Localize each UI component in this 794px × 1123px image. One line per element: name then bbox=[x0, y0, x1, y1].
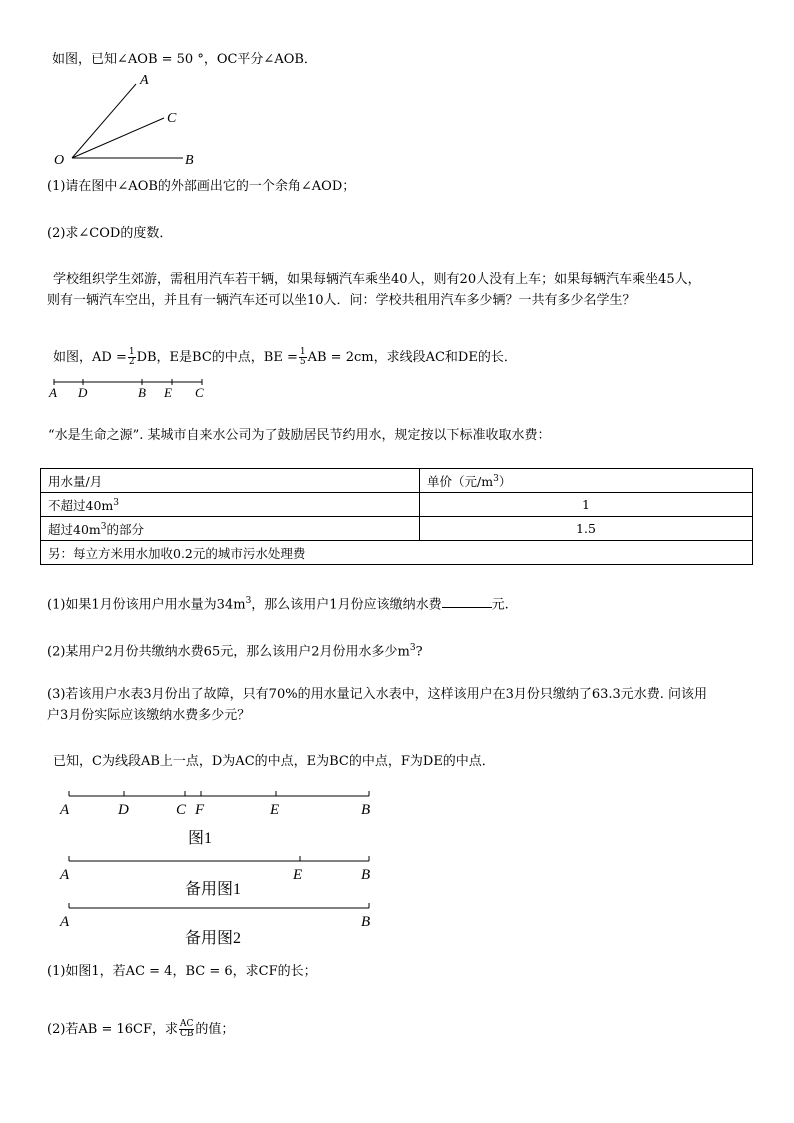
label-a: A bbox=[60, 802, 70, 818]
label-c: C bbox=[195, 385, 204, 400]
label-f: F bbox=[195, 802, 205, 818]
q3-text-2: DB，E是BC的中点，BE = bbox=[136, 350, 298, 365]
q4-part3-line2: 户3月份实际应该缴纳水费多少元？ bbox=[47, 708, 251, 723]
q1-part1: (1)请在图中∠AOB的外部画出它的一个余角∠AOD； bbox=[47, 179, 356, 194]
label-a: A bbox=[60, 914, 70, 930]
label-c: C bbox=[167, 111, 177, 126]
table-row bbox=[41, 493, 753, 517]
segment-figure-1 bbox=[55, 785, 385, 850]
table-cell-usage: 超过$40m^3$的部分 bbox=[41, 517, 420, 541]
q4-part2: (2)某用户2月份共缴纳水费65元，那么该用户2月份用水多少$m^3$? bbox=[47, 643, 423, 660]
label-b: B bbox=[185, 153, 194, 168]
q3-text-3: AB = 2cm，求线段AC和DE的长． bbox=[307, 350, 517, 365]
water-fee-table bbox=[40, 468, 753, 565]
q5-part2: (2)若AB = 16CF，求 $\frac{AC}{CB}$ 的值； bbox=[47, 1019, 235, 1039]
q2-line2: 则有一辆汽车空出，并且有一辆汽车还可以坐10人．问：学校共租用汽车多少辆？一共有多少名学生？ bbox=[47, 293, 636, 308]
answer-blank[interactable] bbox=[442, 595, 492, 608]
fraction-ac-cb: $\frac{AC}{CB}$ bbox=[179, 1019, 194, 1039]
q4-part1: (1)如果1月份该用户用水量为$34m^3$，那么该用户1月份应该缴纳水费 元. bbox=[47, 596, 509, 613]
segment-figure-3 bbox=[55, 897, 385, 949]
q2-line1: 学校组织学生郊游，需租用汽车若干辆，如果每辆汽车乘坐40人，则有20人没有上车；如果每辆汽车乘坐45人， bbox=[53, 272, 701, 287]
q1-part2: (2)求∠COD的度数． bbox=[47, 226, 173, 241]
label-b: B bbox=[361, 914, 371, 930]
table-row bbox=[41, 541, 753, 565]
q1-intro: 如图，已知∠AOB = 50 °，OC平分∠AOB． bbox=[52, 52, 317, 67]
table-row bbox=[41, 469, 753, 493]
label-e: E bbox=[270, 802, 280, 818]
table-cell-price: 1 bbox=[420, 493, 753, 517]
figure-caption: 备用图2 bbox=[185, 930, 242, 947]
figure-caption: 图1 bbox=[188, 830, 213, 847]
label-c: C bbox=[176, 802, 187, 818]
q3-statement bbox=[53, 348, 517, 367]
q4-intro: “水是生命之源”. 某城市自来水公司为了鼓励居民节约用水，规定按以下标准收取水费： bbox=[48, 428, 551, 443]
label-d: D bbox=[78, 385, 88, 400]
table-header-usage: 用水量/月 bbox=[41, 469, 420, 493]
label-a: A bbox=[140, 73, 149, 88]
label-e: E bbox=[164, 385, 172, 400]
label-d: D bbox=[118, 802, 129, 818]
q5-part1: (1)如图1，若AC = 4，BC = 6，求CF的长； bbox=[47, 964, 317, 979]
label-a: A bbox=[60, 867, 70, 883]
q4-part3-line1: (3)若该用户水表3月份出了故障，只有70%的用水量记入水表中，这样该用户在3月份只缴纳了63.3元水费. 问该用 bbox=[47, 687, 708, 702]
fraction-one-half: $\frac{1}{2}$ bbox=[128, 347, 135, 367]
segment-adbec-figure bbox=[45, 374, 215, 402]
label-b: B bbox=[361, 802, 371, 818]
label-b: B bbox=[138, 385, 146, 400]
table-row bbox=[41, 517, 753, 541]
angle-aob-figure bbox=[48, 70, 218, 170]
label-e: E bbox=[293, 867, 303, 883]
label-b: B bbox=[361, 867, 371, 883]
figure-caption: 备用图1 bbox=[185, 881, 242, 898]
q3-text-1: 如图，AD = bbox=[53, 350, 127, 365]
label-o: O bbox=[54, 153, 65, 168]
q5-intro: 已知，C为线段AB上一点，D为AC的中点，E为BC的中点，F为DE的中点． bbox=[53, 754, 495, 769]
table-note: 另：每立方米用水加收0.2元的城市污水处理费 bbox=[41, 541, 753, 565]
label-a: A bbox=[49, 385, 57, 400]
table-header-price: 单价（元$/m^3$） bbox=[420, 469, 753, 493]
table-cell-usage: 不超过$40m^3$ bbox=[41, 493, 420, 517]
fraction-one-fifth: $\frac{1}{5}$ bbox=[299, 347, 306, 367]
table-cell-price: 1.5 bbox=[420, 517, 753, 541]
segment-figure-2 bbox=[55, 850, 385, 900]
